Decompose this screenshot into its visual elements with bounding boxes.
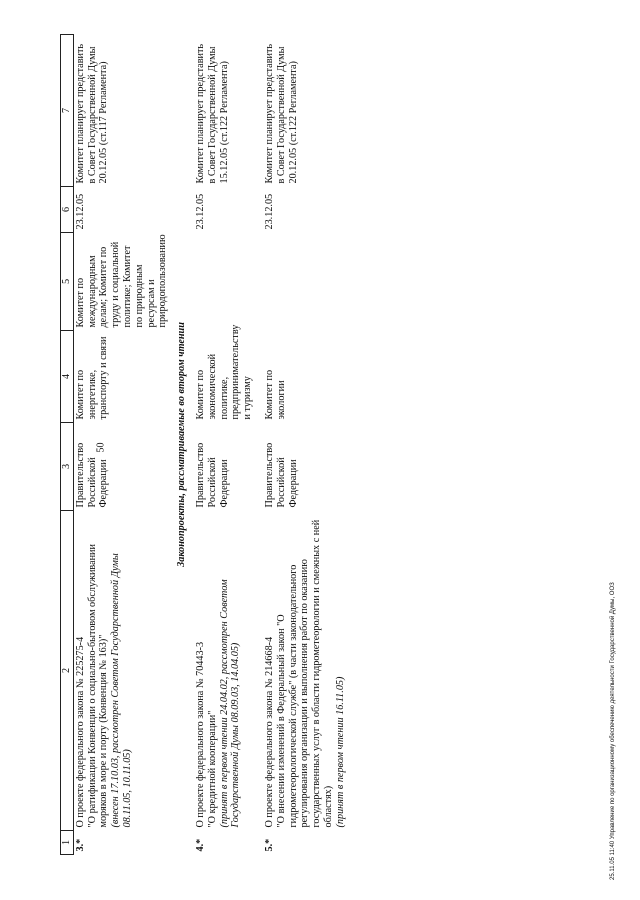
agenda-table (60, 34, 348, 855)
column-header: 5 (61, 233, 74, 331)
responsible-committee: Комитет по энергетике, транспорту и связи (74, 336, 110, 420)
page-footer: 25.11.05 11:40 Управление по организационному обеспечению деятельности Государственной Думы, ООЗ (610, 582, 616, 880)
review-date: 23.12.05 (194, 193, 206, 230)
column-header: 1 (61, 831, 74, 855)
table-row (263, 35, 348, 855)
column-header: 7 (61, 35, 74, 187)
bill-initiator: Правительство Российской Федерации (194, 442, 230, 508)
co-committees (263, 233, 348, 331)
bill-title: О проекте федерального закона № 225275-4 (74, 636, 86, 828)
bill-initiator: Правительство Российской Федерации (263, 442, 299, 508)
bill-note: (принят в первом чтении 24.04.02, рассмотрен Советом Государственной Думы 08.09.03, 14.04.05) (218, 579, 242, 828)
review-date: 23.12.05 (263, 193, 275, 230)
committee-plan: Комитет планирует представить в Совет Государственной Думы 20.12.05 (ст.122 Регламента) (263, 43, 299, 184)
bill-initiator: Правительство Российской Федерации (74, 442, 110, 508)
co-committees (194, 233, 255, 331)
bill-body: "О внесении изменений в Федеральный закон "О гидрометеорологической службе" (в части законодательного регулирования организации и выполнения работ по оказанию государственных услуг в области гидрометеорологии и смежных с ней областях) (275, 519, 334, 828)
bill-body: "О кредитной кооперации" (206, 710, 218, 828)
responsible-committee: Комитет по экономической политике, предпринимательству и туризму (194, 324, 254, 420)
bill-note: (принят в первом чтении 16.11.05) (334, 676, 346, 828)
table-row (194, 35, 255, 855)
column-header: 3 (61, 423, 74, 511)
review-date: 23.12.05 (74, 193, 86, 230)
bill-note: (внесен 17.10.03, рассмотрен Советом Государственной Думы 08.11.05, 10.11.05) (110, 553, 133, 828)
committee-plan: Комитет планирует представить в Совет Государственной Думы 20.12.05 (ст.117 Регламента) (74, 43, 110, 184)
column-header: 6 (61, 187, 74, 233)
rotated-document-body (60, 35, 440, 855)
bill-description (263, 511, 348, 831)
bill-title: О проекте федерального закона № 214668-4 (263, 636, 275, 828)
committee-plan: Комитет планирует представить в Совет Государственной Думы 15.12.05 (ст.122 Регламента) (194, 43, 230, 184)
row-number: 5.* (263, 838, 275, 852)
section-title: Законопроекты, рассматриваемые во втором чтении (176, 322, 188, 567)
co-committees: Комитет по международным делам; Комитет по труду и социальной политике; Комитет по природным ресурсам и природопользованию (74, 234, 169, 328)
page-number: 50 (95, 442, 107, 453)
bill-body: "О ратификации Конвенции о социально-бытовом обслуживании моряков в море и порту (Конвенция № 163)" (86, 544, 110, 828)
responsible-committee: Комитет по экологии (263, 369, 287, 420)
column-header-row (61, 35, 74, 855)
bill-description (73, 511, 170, 831)
row-number: 3.* (74, 838, 86, 852)
bill-description (194, 511, 255, 831)
column-header: 2 (61, 511, 74, 831)
row-number: 4.* (194, 838, 206, 852)
column-header: 4 (61, 331, 74, 423)
table-row (73, 35, 170, 855)
bill-title: О проекте федерального закона № 70443-3 (194, 641, 206, 828)
